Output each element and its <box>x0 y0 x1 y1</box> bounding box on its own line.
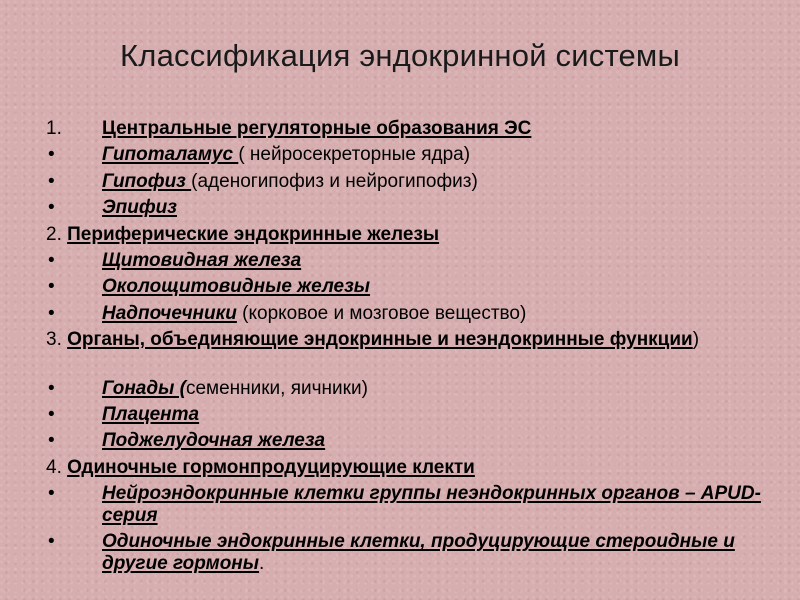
item-note: . <box>259 553 265 575</box>
item-term: Эпифиз <box>102 197 177 219</box>
bullet-icon: • <box>48 276 55 298</box>
list-item-1 <box>46 118 766 140</box>
item-term: Нейроэндокринные клетки группы неэндокринных органов – APUD-серия <box>102 483 761 527</box>
item-heading: Центральные регуляторные образования ЭС <box>102 118 532 139</box>
list-item-13 <box>46 457 766 479</box>
list-item-2 <box>46 144 766 166</box>
item-term: Гипофиз <box>102 170 192 192</box>
bullet-icon: • <box>48 197 55 219</box>
bullet-icon: • <box>48 483 55 505</box>
item-heading: Одиночные гормонпродуцирующие клекти <box>67 456 475 478</box>
number-marker: 2. <box>46 223 68 245</box>
list-item-8 <box>46 303 766 325</box>
bullet-icon: • <box>48 377 55 399</box>
item-term: Околощитовидные железы <box>102 276 371 298</box>
bullet-icon: • <box>48 531 55 553</box>
number-marker: 3. <box>46 329 68 351</box>
slide-title: Классификация эндокринной системы <box>120 38 680 73</box>
number-marker: 4. <box>46 456 68 478</box>
item-term: Плацента <box>102 403 200 425</box>
list-item-10 <box>46 378 766 400</box>
item-term: Надпочечники <box>102 302 237 324</box>
item-note: (аденогипофиз и нейрогипофиз) <box>191 170 478 192</box>
list-item-4 <box>46 197 766 219</box>
list-item-15 <box>46 531 766 575</box>
list-item-14 <box>46 483 766 527</box>
item-note: семенники, яичники) <box>185 377 368 399</box>
bullet-icon: • <box>48 144 55 166</box>
classification-list <box>46 118 766 580</box>
bullet-icon: • <box>48 170 55 192</box>
bullet-icon: • <box>48 430 55 452</box>
item-term: Гонады ( <box>102 377 186 399</box>
item-note: (корковое и мозговое вещество) <box>236 302 527 324</box>
list-item-12 <box>46 430 766 452</box>
list-item-11 <box>46 404 766 426</box>
item-term: Одиночные эндокринные клетки, продуцирующие стероидные и другие гормоны <box>102 531 735 575</box>
list-item-5 <box>46 224 766 246</box>
item-note: ) <box>692 329 700 351</box>
list-item-9 <box>46 329 766 373</box>
item-heading: Периферические эндокринные железы <box>67 223 440 245</box>
number-marker: 1. <box>46 118 62 139</box>
item-term: Щитовидная железа <box>102 249 302 271</box>
bullet-icon: • <box>48 249 55 271</box>
bullet-icon: • <box>48 403 55 425</box>
list-item-6 <box>46 250 766 272</box>
item-heading: Органы, объединяющие эндокринные и неэндокринные функции <box>67 329 693 351</box>
list-item-7 <box>46 276 766 298</box>
item-note: ( нейросекреторные ядра) <box>238 144 471 166</box>
item-term: Гипоталамус <box>102 144 239 166</box>
list-item-3 <box>46 171 766 193</box>
item-term: Поджелудочная железа <box>102 430 326 452</box>
bullet-icon: • <box>48 302 55 324</box>
